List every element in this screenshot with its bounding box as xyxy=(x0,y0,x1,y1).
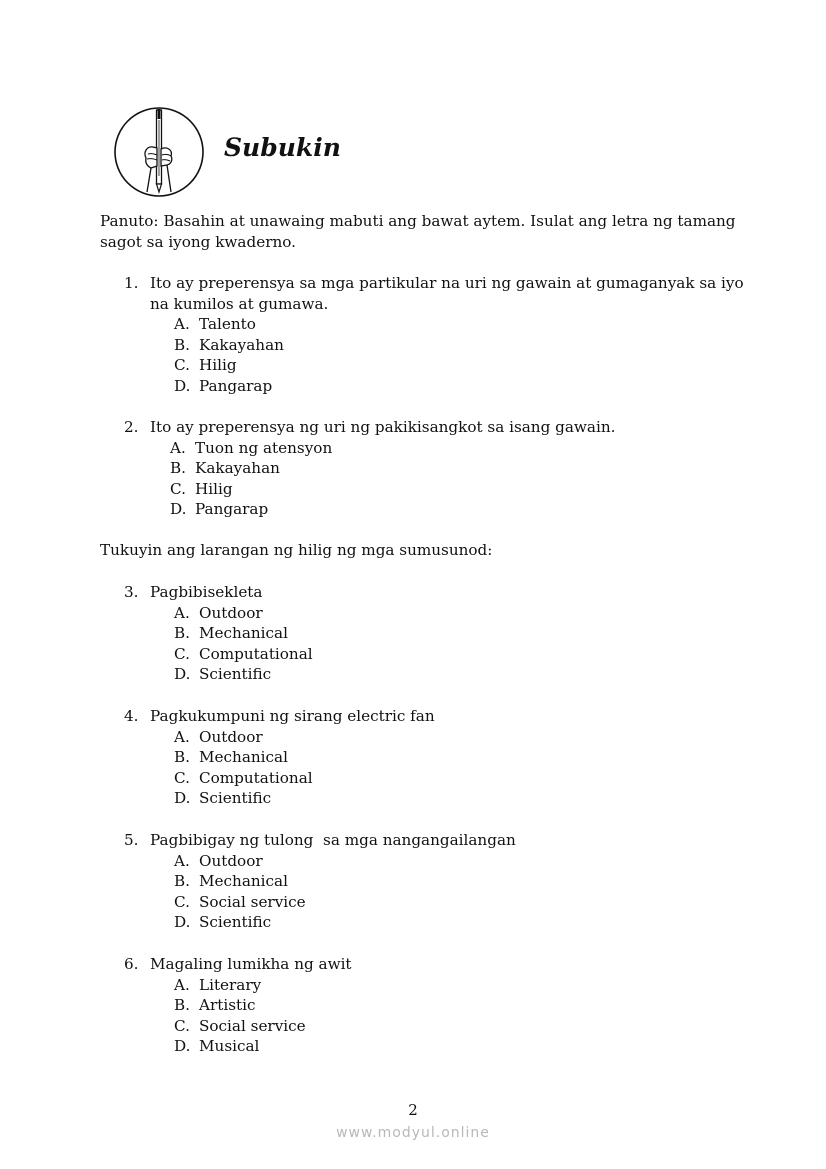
choice-item xyxy=(174,851,744,872)
choice-item xyxy=(174,768,744,789)
choice-letter: A. xyxy=(170,438,186,457)
question-stem xyxy=(124,582,744,603)
choice-item xyxy=(174,623,744,644)
choice-list xyxy=(174,851,744,933)
choice-text: Pangarap xyxy=(199,376,273,395)
choice-text: Mechanical xyxy=(199,624,288,642)
question-4 xyxy=(124,706,744,809)
choice-letter: C. xyxy=(174,768,190,787)
question-number: 3. xyxy=(124,583,139,601)
choice-item xyxy=(174,376,744,397)
choice-text: Pangarap xyxy=(195,500,269,518)
question-stem xyxy=(124,417,744,438)
choice-letter: D. xyxy=(170,500,187,518)
choice-text: Scientific xyxy=(199,789,272,807)
choice-item xyxy=(170,438,744,459)
question-number: 4. xyxy=(124,707,139,725)
choice-letter: A. xyxy=(174,851,190,870)
choice-list xyxy=(170,438,744,520)
question-number: 6. xyxy=(124,955,139,973)
question-stem xyxy=(124,954,744,975)
choice-text: Computational xyxy=(199,644,313,663)
choice-letter: D. xyxy=(174,376,191,395)
choice-letter: C. xyxy=(174,356,190,374)
choice-item xyxy=(174,664,744,685)
choice-letter: B. xyxy=(174,996,190,1014)
choice-letter: B. xyxy=(174,872,190,890)
question-text: Pagbibigay ng tulong sa mga nangangailangan xyxy=(150,831,516,849)
choice-text: Literary xyxy=(199,975,262,994)
choice-item xyxy=(170,458,744,479)
choice-item xyxy=(174,975,744,996)
choice-text: Mechanical xyxy=(199,872,288,890)
choice-item xyxy=(174,1016,744,1037)
question-text: Pagbibisekleta xyxy=(150,583,263,601)
choice-item xyxy=(170,499,744,520)
choice-letter: C. xyxy=(174,892,190,911)
choice-text: Musical xyxy=(199,1037,260,1055)
question-number: 2. xyxy=(124,418,139,436)
choice-text: Kakayahan xyxy=(195,459,280,477)
page-number: 2 xyxy=(408,1101,418,1119)
choice-text: Scientific xyxy=(199,913,272,931)
choice-text: Hilig xyxy=(195,479,233,498)
choice-text: Artistic xyxy=(199,996,256,1014)
question-number: 1. xyxy=(124,274,139,292)
choice-item xyxy=(174,871,744,892)
choice-text: Outdoor xyxy=(199,603,263,622)
choice-text: Outdoor xyxy=(199,727,263,746)
choice-text: Outdoor xyxy=(199,851,263,870)
question-text: Ito ay preperensya sa mga partikular na uri ng gawain at gumaganyak sa iyo na kumilos at gumawa. xyxy=(150,274,744,313)
choice-text: Computational xyxy=(199,768,313,787)
question-number: 5. xyxy=(124,831,139,849)
choice-letter: A. xyxy=(174,975,190,994)
choice-item xyxy=(174,355,744,376)
directions-text: Panuto: Basahin at unawaing mabuti ang bawat aytem. Isulat ang letra ng tamang sagot sa iyong kwaderno. xyxy=(100,212,736,251)
choice-letter: B. xyxy=(174,335,190,354)
choice-item xyxy=(174,1036,744,1057)
choice-item xyxy=(174,788,744,809)
choice-letter: C. xyxy=(170,479,186,498)
choice-item xyxy=(174,912,744,933)
choice-text: Social service xyxy=(199,1016,306,1035)
question-stem xyxy=(124,273,744,314)
choice-list xyxy=(174,975,744,1057)
choice-letter: A. xyxy=(174,315,190,333)
question-text: Pagkukumpuni ng sirang electric fan xyxy=(150,707,435,725)
question-text: Ito ay preperensya ng uri ng pakikisangkot sa isang gawain. xyxy=(150,418,616,436)
choice-list xyxy=(174,314,744,396)
choice-letter: C. xyxy=(174,644,190,663)
choice-letter: A. xyxy=(174,603,190,622)
choice-item xyxy=(174,603,744,624)
footer-watermark: www.modyul.online xyxy=(336,1125,490,1141)
hand-pencil-icon xyxy=(113,106,205,198)
choice-item xyxy=(174,892,744,913)
question-stem xyxy=(124,830,744,851)
choice-letter: B. xyxy=(174,748,190,766)
choice-item xyxy=(174,747,744,768)
choice-letter: B. xyxy=(170,459,186,477)
choice-item xyxy=(174,335,744,356)
choice-letter: A. xyxy=(174,727,190,746)
section-instruction: Tukuyin ang larangan ng hilig ng mga sumusunod: xyxy=(100,541,493,559)
choice-text: Tuon ng atensyon xyxy=(195,438,333,457)
section-title: Subukin xyxy=(224,133,341,162)
choice-text: Kakayahan xyxy=(199,335,284,354)
question-stem xyxy=(124,706,744,727)
choice-letter: D. xyxy=(174,1037,191,1055)
choice-item xyxy=(174,644,744,665)
choice-item xyxy=(174,314,744,335)
choice-text: Hilig xyxy=(199,356,237,374)
choice-letter: C. xyxy=(174,1016,190,1035)
question-6 xyxy=(124,954,744,1057)
question-2 xyxy=(124,417,744,520)
choice-item xyxy=(174,995,744,1016)
choice-letter: B. xyxy=(174,624,190,642)
question-text: Magaling lumikha ng awit xyxy=(150,955,352,973)
choice-text: Social service xyxy=(199,892,306,911)
choice-text: Scientific xyxy=(199,665,272,683)
choice-item xyxy=(174,727,744,748)
choice-text: Mechanical xyxy=(199,748,288,766)
choice-letter: D. xyxy=(174,913,191,931)
choice-text: Talento xyxy=(199,315,256,333)
choice-list xyxy=(174,603,744,685)
choice-list xyxy=(174,727,744,809)
question-3 xyxy=(124,582,744,685)
choice-letter: D. xyxy=(174,665,191,683)
question-5 xyxy=(124,830,744,933)
question-1 xyxy=(124,273,744,396)
choice-letter: D. xyxy=(174,789,191,807)
choice-item xyxy=(170,479,744,500)
